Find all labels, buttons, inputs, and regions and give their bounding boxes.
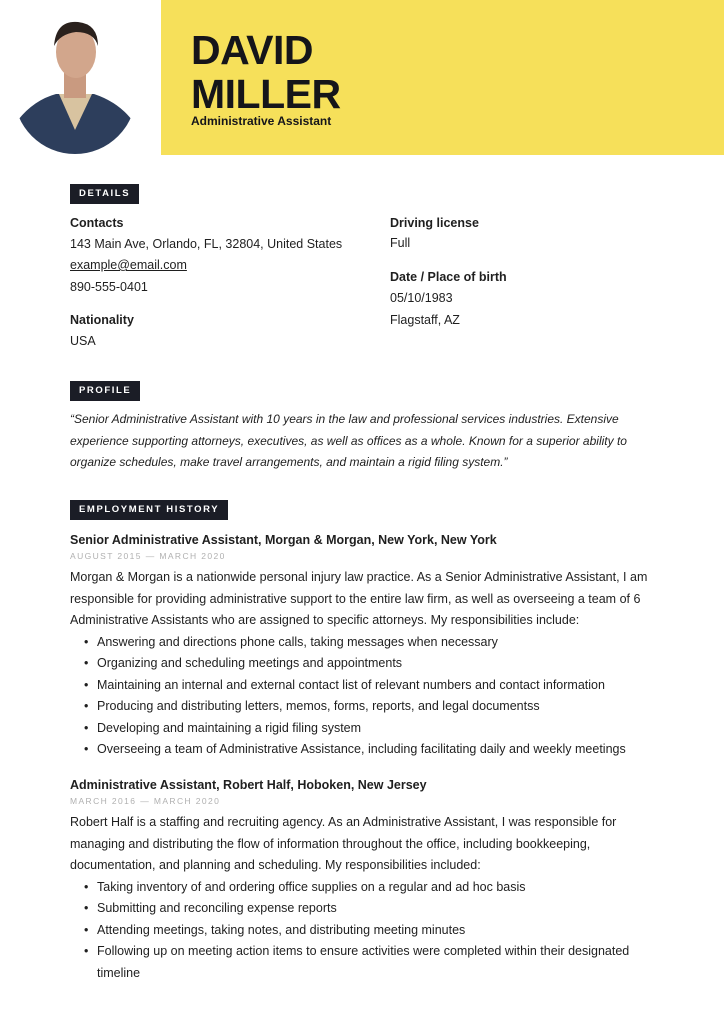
first-name: DAVID bbox=[191, 27, 314, 73]
list-item: • Submitting and reconciling expense reports bbox=[70, 898, 670, 920]
birth-date: 05/10/1983 bbox=[390, 291, 453, 305]
list-item: • Maintaining an internal and external contact list of relevant numbers and contact information bbox=[70, 675, 670, 697]
contacts-label: Contacts bbox=[70, 216, 124, 230]
list-item: • Answering and directions phone calls, taking messages when necessary bbox=[70, 632, 670, 654]
address: 143 Main Ave, Orlando, FL, 32804, United States bbox=[70, 237, 343, 251]
list-item: • Taking inventory of and ordering office supplies on a regular and ad hoc basis bbox=[70, 877, 670, 899]
job-dates: AUGUST 2015 — MARCH 2020 bbox=[70, 551, 226, 561]
email-link[interactable]: example@email.com bbox=[70, 258, 187, 272]
job-description: Robert Half is a staffing and recruiting agency. As an Administrative Assistant, I was responsible for managing and distributing the flow of information throughout the office, including bookkeeping, documentation, and planning and scheduling. My responsibilities included: bbox=[70, 815, 617, 872]
license-label: Driving license bbox=[390, 216, 479, 230]
section-employment: EMPLOYMENT HISTORY bbox=[70, 500, 228, 520]
section-details: DETAILS bbox=[70, 184, 139, 204]
list-item: • Organizing and scheduling meetings and appointments bbox=[70, 653, 670, 675]
phone: 890-555-0401 bbox=[70, 280, 148, 294]
job-entry bbox=[70, 777, 670, 984]
job-entry bbox=[70, 532, 670, 761]
job-title: Administrative Assistant bbox=[191, 114, 332, 128]
birth-place: Flagstaff, AZ bbox=[390, 313, 460, 327]
list-item: • Producing and distributing letters, memos, forms, reports, and legal documentss bbox=[70, 696, 670, 718]
last-name: MILLER bbox=[191, 71, 341, 117]
responsibilities-list bbox=[70, 877, 670, 985]
birth-label: Date / Place of birth bbox=[390, 270, 507, 284]
nationality-label: Nationality bbox=[70, 313, 134, 327]
job-heading: Administrative Assistant, Robert Half, Hoboken, New Jersey bbox=[70, 778, 427, 792]
job-description: Morgan & Morgan is a nationwide personal injury law practice. As a Senior Administrative Assistant, I am responsible for providing administrative support to the entire law firm, as well as overseeing a team of 6 Administrative Assistants who are assigned to specific attorneys. My responsibilities include: bbox=[70, 570, 648, 627]
responsibilities-list bbox=[70, 632, 670, 761]
section-profile: PROFILE bbox=[70, 381, 140, 401]
full-name bbox=[191, 28, 341, 116]
profile-text: “Senior Administrative Assistant with 10 years in the law and professional services industries. Extensive experience supporting attorneys, executives, as well as offices as a whole. Known for a superior ability to organize schedules, make travel arrangements, and maintain a rigid filing system.” bbox=[70, 412, 627, 469]
header-banner bbox=[161, 0, 724, 155]
list-item: • Developing and maintaining a rigid filing system bbox=[70, 718, 670, 740]
job-dates: MARCH 2016 — MARCH 2020 bbox=[70, 796, 221, 806]
list-item: • Overseeing a team of Administrative Assistance, including facilitating daily and weekly meetings bbox=[70, 739, 670, 761]
profile-photo bbox=[14, 10, 136, 154]
nationality: USA bbox=[70, 334, 96, 348]
license: Full bbox=[390, 236, 411, 250]
job-heading: Senior Administrative Assistant, Morgan & Morgan, New York, New York bbox=[70, 533, 497, 547]
list-item: • Following up on meeting action items to ensure activities were completed within their designated timeline bbox=[70, 941, 670, 984]
list-item: • Attending meetings, taking notes, and distributing meeting minutes bbox=[70, 920, 670, 942]
